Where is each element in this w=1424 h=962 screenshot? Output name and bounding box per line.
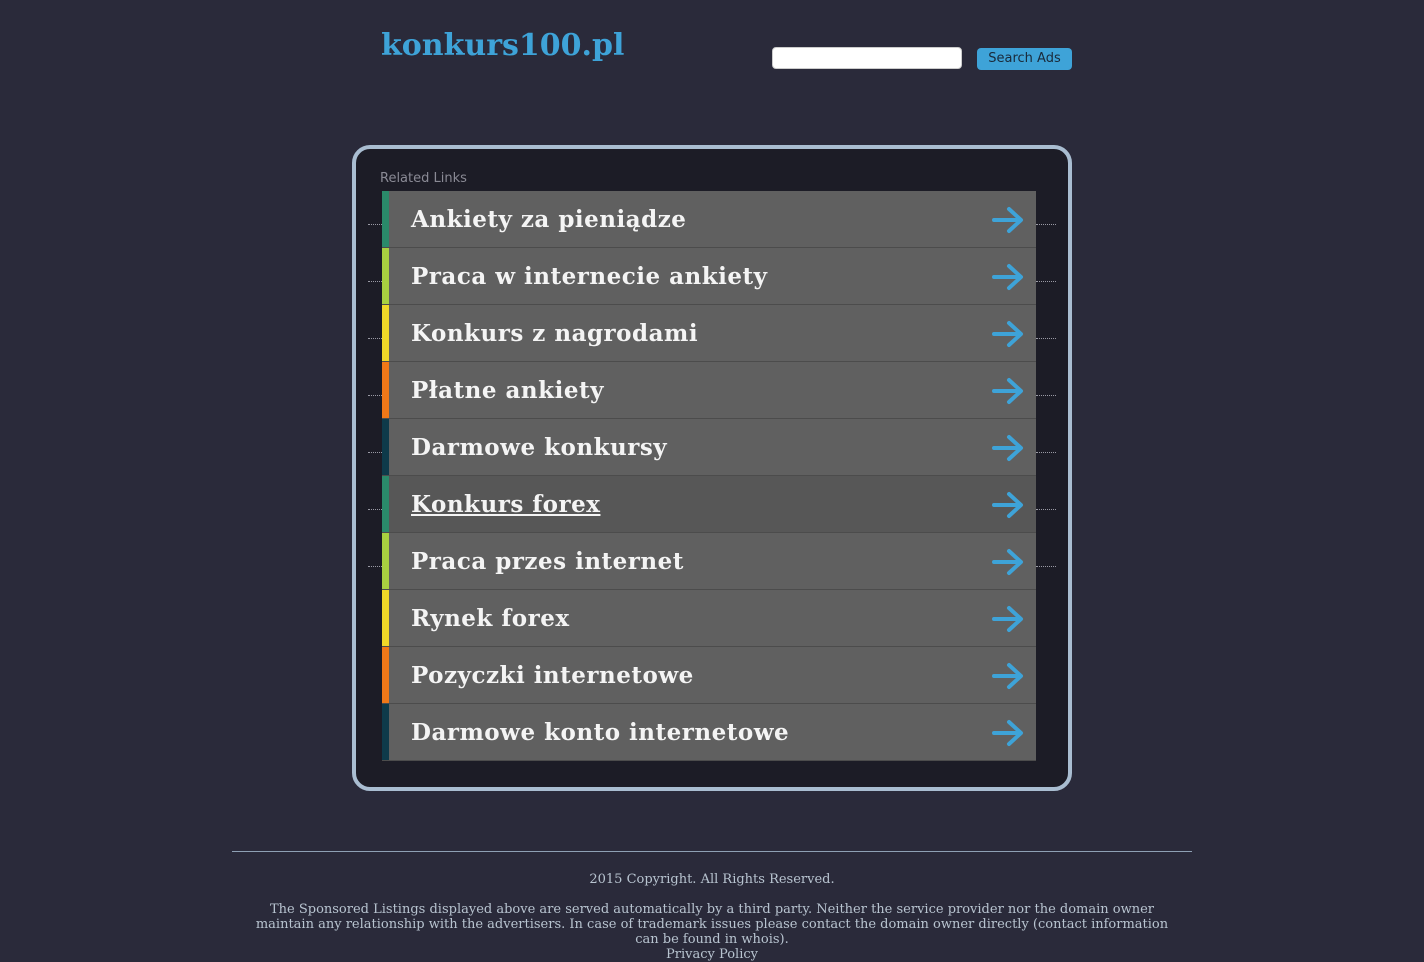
dotted-divider <box>368 509 382 510</box>
related-link-label[interactable]: Darmowe konto internetowe <box>411 718 790 746</box>
arrow-right-icon[interactable] <box>992 434 1026 462</box>
related-link-label[interactable]: Darmowe konkursy <box>411 433 668 461</box>
dotted-divider <box>368 452 382 453</box>
related-link-row[interactable] <box>382 647 1036 704</box>
arrow-right-icon[interactable] <box>992 263 1026 291</box>
related-link-row[interactable] <box>382 476 1036 533</box>
accent-bar <box>382 191 389 247</box>
related-link-label[interactable]: Ankiety za pieniądze <box>411 205 687 233</box>
arrow-right-icon[interactable] <box>992 719 1026 747</box>
site-logo-link[interactable]: konkurs100.pl <box>381 28 625 63</box>
related-links-list <box>382 191 1036 761</box>
dotted-divider <box>1036 566 1056 567</box>
related-link-row[interactable] <box>382 248 1036 305</box>
disclaimer-text: The Sponsored Listings displayed above are served automatically by a third party. Neither the service provider nor the domain owner maintain any relationship with the advertisers. In case of trademark issues please contact the domain owner directly (contact information can be found in whois). <box>255 902 1169 947</box>
arrow-right-icon[interactable] <box>992 605 1026 633</box>
dotted-divider <box>1036 395 1056 396</box>
dotted-divider <box>1036 224 1056 225</box>
related-link-label[interactable]: Rynek forex <box>411 604 570 632</box>
arrow-right-icon[interactable] <box>992 206 1026 234</box>
arrow-right-icon[interactable] <box>992 491 1026 519</box>
search-input[interactable] <box>772 47 962 69</box>
privacy-policy-link[interactable]: Privacy Policy <box>666 947 758 962</box>
arrow-right-icon[interactable] <box>992 662 1026 690</box>
dotted-divider <box>1036 338 1056 339</box>
related-link-row[interactable] <box>382 191 1036 248</box>
panel-title: Related Links <box>380 171 467 186</box>
accent-bar <box>382 647 389 703</box>
accent-bar <box>382 305 389 361</box>
accent-bar <box>382 533 389 589</box>
search-ads-button[interactable]: Search Ads <box>977 48 1072 70</box>
accent-bar <box>382 419 389 475</box>
footer-divider <box>232 851 1192 852</box>
related-link-row[interactable] <box>382 533 1036 590</box>
dotted-divider <box>1036 281 1056 282</box>
dotted-divider <box>368 566 382 567</box>
related-link-row[interactable] <box>382 305 1036 362</box>
related-link-row[interactable] <box>382 704 1036 761</box>
dotted-divider <box>1036 452 1056 453</box>
arrow-right-icon[interactable] <box>992 548 1026 576</box>
related-link-row[interactable] <box>382 362 1036 419</box>
related-link-label[interactable]: Praca w internecie ankiety <box>411 262 768 290</box>
related-link-label[interactable]: Praca przes internet <box>411 547 684 575</box>
dotted-divider <box>368 281 382 282</box>
dotted-divider <box>368 224 382 225</box>
dotted-divider <box>368 338 382 339</box>
related-links-panel <box>352 145 1072 791</box>
arrow-right-icon[interactable] <box>992 377 1026 405</box>
arrow-right-icon[interactable] <box>992 320 1026 348</box>
related-link-label[interactable]: Pozyczki internetowe <box>411 661 694 689</box>
accent-bar <box>382 362 389 418</box>
dotted-divider <box>368 395 382 396</box>
copyright-text: 2015 Copyright. All Rights Reserved. <box>589 872 835 887</box>
accent-bar <box>382 476 389 532</box>
accent-bar <box>382 590 389 646</box>
dotted-divider <box>1036 509 1056 510</box>
related-link-label[interactable]: Konkurs forex <box>411 490 601 518</box>
related-link-label[interactable]: Płatne ankiety <box>411 376 604 404</box>
related-link-row[interactable] <box>382 590 1036 647</box>
accent-bar <box>382 704 389 760</box>
related-link-label[interactable]: Konkurs z nagrodami <box>411 319 699 347</box>
related-link-row[interactable] <box>382 419 1036 476</box>
accent-bar <box>382 248 389 304</box>
